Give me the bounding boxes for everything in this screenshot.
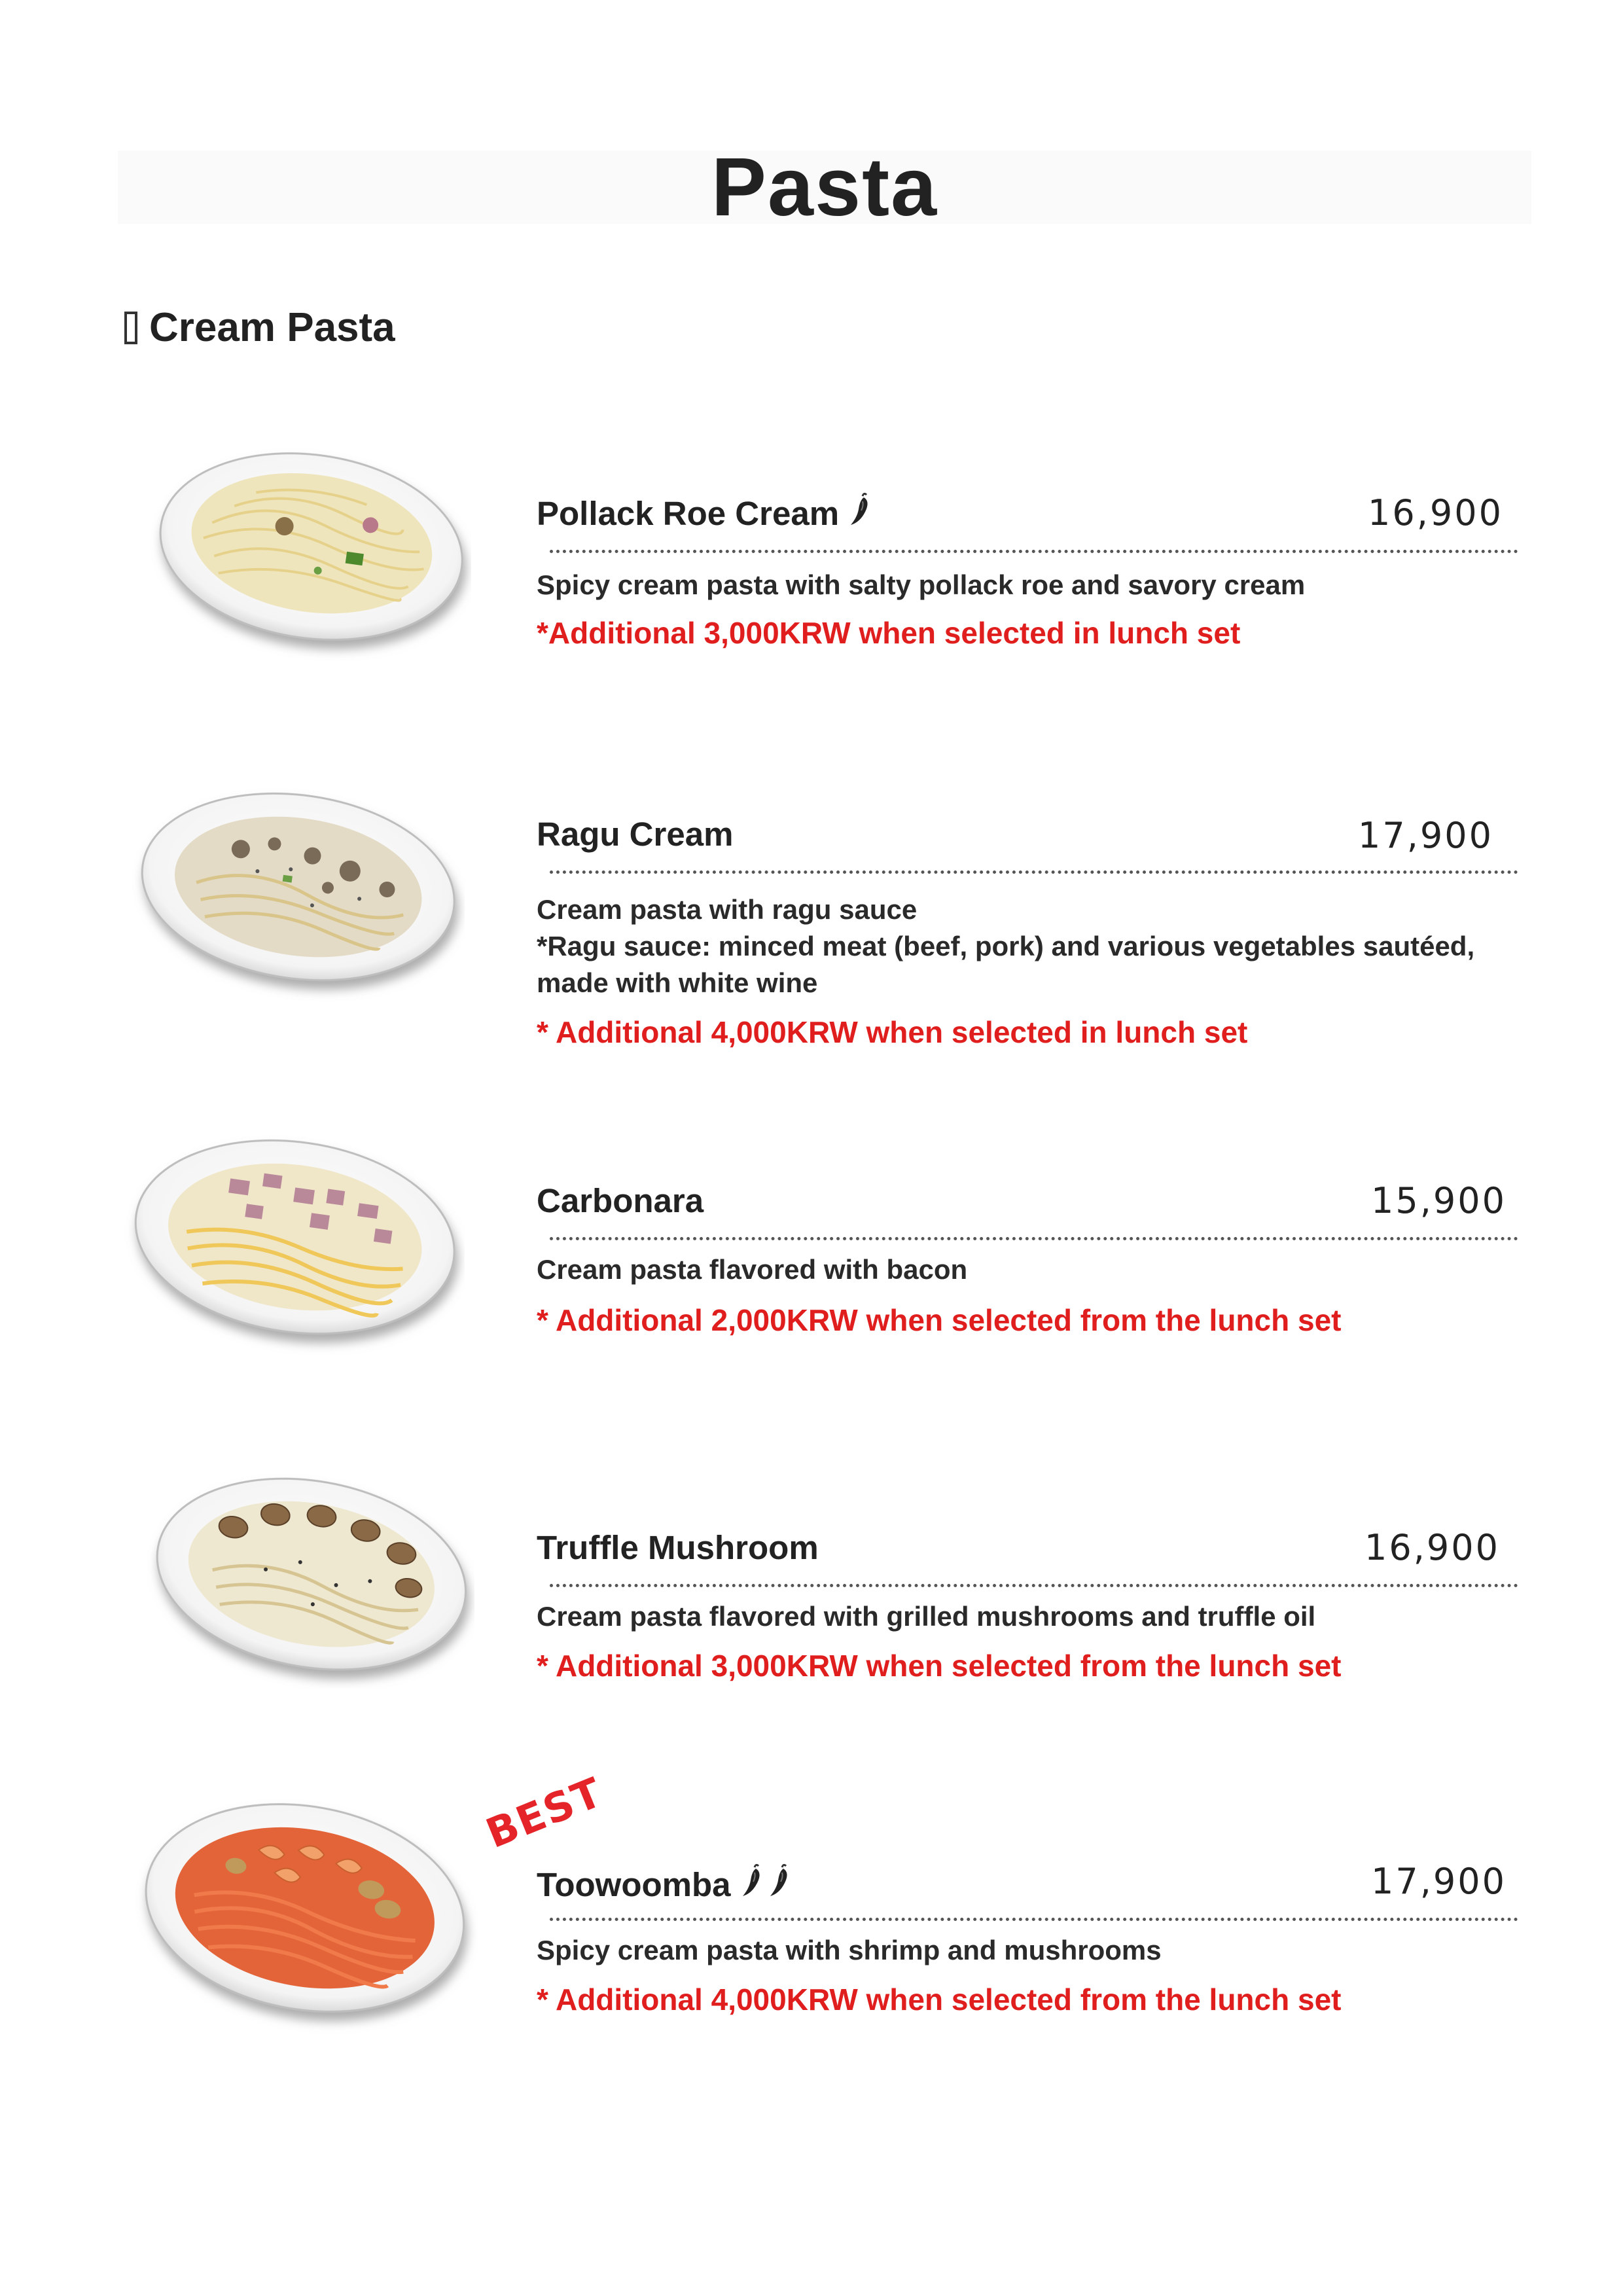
chili-pepper-icon: [740, 1862, 766, 1907]
item-price: 16,900: [1368, 492, 1503, 533]
ragu-cream-plate-image: [131, 779, 465, 1001]
lunch-set-note: * Additional 2,000KRW when selected from the lunch set: [537, 1303, 1342, 1337]
item-name-truffle-mushroom: [537, 1528, 819, 1567]
item-description: Spicy cream pasta with shrimp and mushrooms: [537, 1935, 1162, 1965]
page-title: Pasta: [118, 151, 1531, 224]
lunch-set-note: * Additional 4,000KRW when selected from the lunch set: [537, 1982, 1342, 2017]
lunch-set-note: * Additional 3,000KRW when selected from the lunch set: [537, 1649, 1342, 1683]
dotted-rule: [550, 550, 1518, 553]
lunch-set-note: * Additional 4,000KRW when selected in lunch set: [537, 1015, 1248, 1049]
item-name-toowoomba: [537, 1862, 794, 1907]
pollack-roe-cream-plate-image: [151, 439, 471, 661]
box-icon: [124, 312, 137, 344]
item-name-carbonara: [537, 1181, 704, 1220]
toowoomba-plate-image: [131, 1780, 478, 2042]
item-price: 17,900: [1358, 815, 1493, 856]
chili-pepper-icon: [768, 1862, 794, 1907]
dotted-rule: [550, 1584, 1518, 1587]
item-price: 16,900: [1364, 1527, 1500, 1568]
item-name-label: Carbonara: [537, 1182, 704, 1219]
dotted-rule: [550, 870, 1518, 874]
item-name-label: Ragu Cream: [537, 816, 734, 853]
dotted-rule: [550, 1918, 1518, 1921]
item-description-line: Cream pasta with ragu sauce: [537, 894, 918, 925]
section-heading-label: Cream Pasta: [149, 305, 395, 350]
item-description: [537, 891, 1474, 1001]
section-heading: [124, 304, 395, 351]
item-price: 15,900: [1371, 1180, 1507, 1221]
item-description: Cream pasta flavored with bacon: [537, 1254, 968, 1285]
item-name-label: Pollack Roe Cream: [537, 494, 840, 532]
item-description-line: *Ragu sauce: minced meat (beef, pork) and various vegetables sautéed,: [537, 931, 1475, 961]
carbonara-plate-image: [124, 1126, 465, 1355]
item-price: 17,900: [1371, 1861, 1507, 1902]
item-name-pollack-roe-cream: [537, 491, 874, 535]
best-badge: BEST: [479, 1768, 610, 1857]
dotted-rule: [550, 1237, 1518, 1240]
item-description: Spicy cream pasta with salty pollack roe and savory cream: [537, 569, 1306, 600]
item-description: Cream pasta flavored with grilled mushrooms and truffle oil: [537, 1601, 1316, 1632]
item-description-line: made with white wine: [537, 967, 818, 998]
truffle-mushroom-plate-image: [147, 1466, 474, 1689]
item-name-label: Toowoomba: [537, 1865, 731, 1903]
item-name-ragu-cream: [537, 815, 733, 853]
chili-pepper-icon: [848, 491, 874, 535]
lunch-set-note: *Additional 3,000KRW when selected in lunch set: [537, 616, 1241, 650]
item-name-label: Truffle Mushroom: [537, 1529, 819, 1566]
